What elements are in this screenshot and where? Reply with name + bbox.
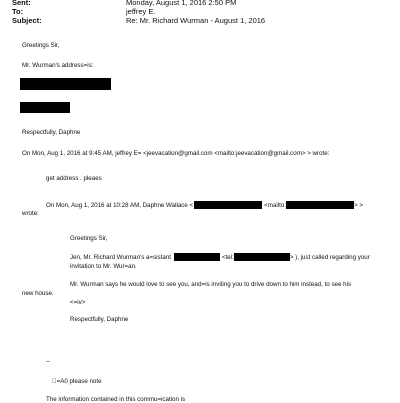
jen-line: [70, 253, 370, 261]
quote2-intro: [46, 201, 363, 209]
greeting: Greetings Sir,: [22, 42, 60, 49]
jen-line-part: Jen, Mr. Richard Wurman's a=sistant: [70, 253, 171, 261]
redaction-inline: [194, 201, 262, 209]
jen-line2: invitation to Mr. Wur=an.: [70, 263, 137, 270]
redaction-inline: [174, 253, 220, 261]
quote2-intro-part: > >: [354, 201, 363, 209]
to-value: jeffrey E.: [126, 7, 156, 16]
signoff: Respectfully, Daphne: [22, 129, 81, 136]
quote-intro: On Mon, Aug 1, 2016 at 9:45 AM, jeffrey E= <jeevacation@gmail.com <mailto:jeevacation@gmail.com> > wrote:: [22, 150, 330, 157]
wurman-line: new house.: [22, 290, 54, 297]
quote2-wrote: wrote:: [22, 210, 39, 217]
greeting2: Greetings Sir,: [70, 235, 108, 242]
redaction-block: [20, 102, 70, 113]
info-line: The information contained in this commu=ication is: [46, 396, 186, 403]
subject-label: Subject:: [12, 16, 42, 25]
jen-line-part: > ), just called regarding your: [289, 253, 370, 261]
iv-line: <=iv>: [70, 299, 86, 306]
please-note:  =A0 please note: [52, 378, 102, 385]
subject-value: Re: Mr. Richard Wurman - August 1, 2016: [126, 16, 266, 25]
address-line: Mr. Wurman's address=is:: [22, 62, 94, 69]
dash-line: --: [46, 358, 51, 365]
to-label: To:: [12, 7, 24, 16]
signoff2: Respectfully, Daphne: [70, 316, 129, 323]
redaction-inline: [234, 253, 290, 261]
quote2-intro-part: On Mon, Aug 1, 2016 at 10:28 AM, Daphne Wallace <: [46, 201, 194, 209]
wurman-line: Mr. Wurman says he would love to see you, and=is inviting you to drive down to him instead, to see his: [70, 281, 352, 288]
redaction-inline: [286, 201, 354, 209]
sent-label: Sent:: [12, 0, 31, 7]
quote2-intro-part: <mailto:: [264, 201, 287, 209]
jen-line-part: <tel:: [221, 253, 234, 261]
quote-text: get address . pleaes: [46, 175, 102, 182]
sent-value: Monday, August 1, 2016 2:50 PM: [126, 0, 237, 7]
redaction-block: [20, 78, 111, 90]
